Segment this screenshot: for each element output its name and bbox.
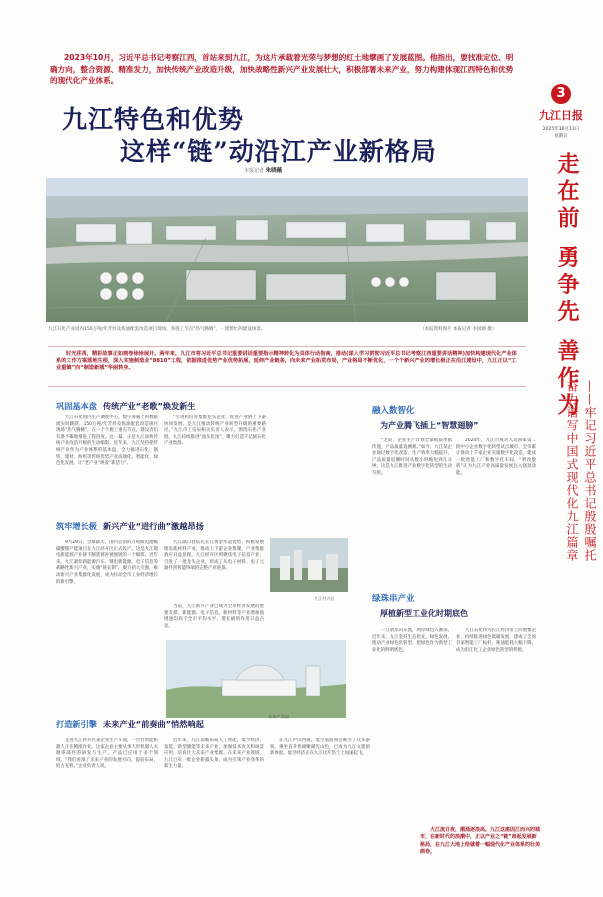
thumb-photo-2 — [166, 640, 346, 718]
masthead-date — [536, 126, 586, 140]
body-s3a: 走进九江经开区某企业生产车间，一台台智能机器人正在精准作业。这家企业主要从事人形机器人关键零部件的研发与生产，产品已应用于多个领域。“我们看准了未来产业的发展方向，提前布局，抢占先机。”企业负责人说。 — [56, 738, 158, 770]
section-header-3 — [56, 719, 204, 730]
section-title-4: 为产业腾飞插上“智慧翅膀” — [380, 421, 479, 430]
section-header-1 — [56, 401, 196, 412]
section-tag-1: 巩固基本盘 — [56, 401, 97, 411]
section-tag-2: 筑牢增长极 — [56, 521, 97, 531]
main-aerial-photo — [46, 178, 528, 322]
thumb-photo-1 — [270, 538, 348, 592]
section-tag-3: 打造新引擎 — [56, 719, 97, 729]
page-number-badge: 3 — [551, 84, 571, 104]
body-s3c: 在九江庐山西海，低空旅游项目吸引了众多游客。乘坐直升机俯瞰湖光山色，已成为九江文旅的新体验。低空经济正在九江这片热土上加速起飞。 — [270, 738, 370, 757]
byline — [244, 166, 282, 174]
brand-logo: 九江日报 — [539, 109, 583, 122]
photo-credit: （本报资料图片 本报记者 李国源 摄） — [420, 327, 497, 332]
vertical-title-text: 走在前 勇争先 善作为 — [554, 152, 580, 421]
headline-line2: 这样“链”动沿江产业新格局 — [120, 137, 437, 166]
body-s3b: 近年来，九江前瞻布局人工智能、低空经济、氢能、新型储能等未来产业，加强技术攻关和场景应用，培育壮大未来产业集群。在未来产业领域，九江已有一批企业崭露头角，成为引领产业变革的新生力量。 — [164, 738, 264, 770]
body-s5a: 一江碧水向东流，两岸绿色入画来。近年来，九江坚持生态优先、绿色发展，推动产业绿色化转型，把绿色作为新型工业化的鲜明底色。 — [372, 628, 452, 653]
section-title-3: 未来产业“前奏曲”悄然响起 — [102, 719, 204, 729]
body-s5b: 九江石化作为长江经济带上的重要企业，持续推进绿色低碳发展，建成了全国首家智能工厂标杆，吨油能耗大幅下降，成为沿江化工企业绿色转型的样板。 — [456, 628, 536, 653]
masthead — [536, 84, 586, 140]
body-s2c: 当前，九江新兴产业已成为全市经济发展的重要支撑，新能源、电子信息、新材料等产业增加值增速均高于全市平均水平，增长极的作用日益凸显。 — [164, 604, 264, 629]
thumb-caption-2: 未来产业园 — [268, 714, 289, 719]
date-text: 2025年10月13日 — [542, 127, 580, 132]
photo-caption: 九江石化产业园内150万吨/年芳烃及炼油配套改造项目现场，各施工节点“热气腾腾”，一派繁忙的建设场景。 — [48, 327, 266, 332]
headline-line1: 九江特色和优势 — [62, 105, 245, 134]
body-s1a: 九江石化园内生产调度中心，数字屏幕上的数据流实时跳跃。150万吨/年芳烃及炼油配套改造项目现场“热气腾腾”，在一个个施工重点节点，建设者们有条不紊地推进工程进度。这一幕，正是九江加快传统产业改造升级的生动缩影。近年来，九江坚持把传统产业作为产业体系的基本盘，全力推进石化、钢铁、建材、纺织等传统优势产业高端化、智能化、绿色化发展，让“老产业”焕发“新活力”。 — [56, 415, 158, 467]
section-title-5: 厚植新型工业化时期底色 — [380, 609, 468, 618]
body-s2a: 9月29日，全球最大、国内首创的万吨级电池级碳酸锂产能项目在九江经开区正式投产。这是九江锂电新能源产业链不断延链补链强链的一个缩影。近年来，九江紧扣新能源汽车、锂电新能源、电子信息等战略性新兴产业，实施“链长制”，聚力招大引强，推动新兴产业集群化发展，成为拉动全市工业经济增长的新引擎。 — [56, 540, 158, 585]
lead-paragraph: 2023年10月，习近平总书记考察江西，首站来到九江，为这片承载着光荣与梦想的红土地擘画了发展蓝图。他指出，要找准定位、明确方向，整合资源、精准发力，加快传统产业改造升级，加快战略性新兴产业发展壮大，积极部署未来产业，努力构建体现江西特色和优势的现代化产业体系。 — [50, 53, 514, 85]
vertical-subtitle — [563, 380, 599, 562]
section-tag-5: 绿珠串产业 — [372, 594, 415, 604]
closing-paragraph: 大江流日夜，潮涌逐浪高。九江这座因江而兴的城市，在新时代的浪潮中，正以产业之“链”串起发展新格局，在九江大地上绘就着一幅现代化产业体系的壮美画卷。 — [420, 827, 541, 856]
thumb-photo-2-graphic — [166, 640, 346, 718]
body-s4a: “之前，企业生产计划全靠纸质单据传递，产品质量追溯难。”如今，九江某企业通过数字化改造，生产效率大幅提升，产品质量追溯时间从数小时缩短到几分钟。这是九江推进产业数字化转型的生动写照。 — [372, 438, 452, 476]
thumb-photo-1-graphic — [270, 538, 348, 592]
section-tag-4: 融入数智化 — [372, 406, 415, 416]
body-s4b: 2024年，九江市成功入选国家第二批中小企业数字化转型试点城市，全市累计推动上千家企业实施数字化改造，建成一批智能工厂和数字化车间，“智改数转”正为九江产业高质量发展注入强劲动能。 — [456, 438, 536, 476]
section-header-2 — [56, 521, 204, 532]
intro-paragraph: 时光荏苒，精彩故事正如画卷徐徐展开。两年来，九江市将习近平总书记重要讲话重要指示精神转化为具体行动指南，推动(深入学习贯彻习近平总书记考察江西重要讲话精神)加快构建现代化产业体系的工作方案落地生根，深入实施制造业“8810”工程，依据推进优势产业优势拓展，延伸产业链条，向未来产业拓荒布局，产业格局不断优化，一个个新兴产业的增长极正在沿江建设中，九江正以“工业重镇”向“制造新城”华丽转身。 — [48, 346, 526, 387]
thumb-caption-1: 九江经开区 — [314, 596, 335, 601]
body-s2b: 九江湖口县依托长江黄金水道优势，积极发展锂电新材料产业，推动上下游企业集聚，产业集群效应日益显现。九江经开区则聚焦电子信息产业，引进了一批龙头企业，形成了从电子材料、电子元器件到智能终端的完整产业链条。 — [164, 540, 264, 572]
section-title-2: 新兴产业“进行曲”激越昂扬 — [102, 521, 204, 531]
byline-name: 朱晓薇 — [265, 168, 283, 174]
body-s1b: “引进和培育集群龙头企业，促进产业链上下游协同发展，是九江推动传统产业转型升级的重要路径。”九江市工信局相关负责人表示，围绕石化产业链，九江持续推进“油头化尾”，聚力打造千亿级石化产业集群。 — [164, 415, 266, 447]
vertical-subtitle-line1: ——牢记习近平总书记殷殷嘱托 — [583, 380, 597, 562]
aerial-photo-graphic — [46, 178, 528, 322]
vertical-subtitle-line2: 奋力谱写中国式现代化九江篇章 — [565, 380, 579, 562]
byline-label: 本报记者 — [244, 168, 265, 174]
weekday-text: 星期日 — [554, 134, 568, 139]
section-title-1: 传统产业“老歌”焕发新生 — [102, 401, 196, 411]
